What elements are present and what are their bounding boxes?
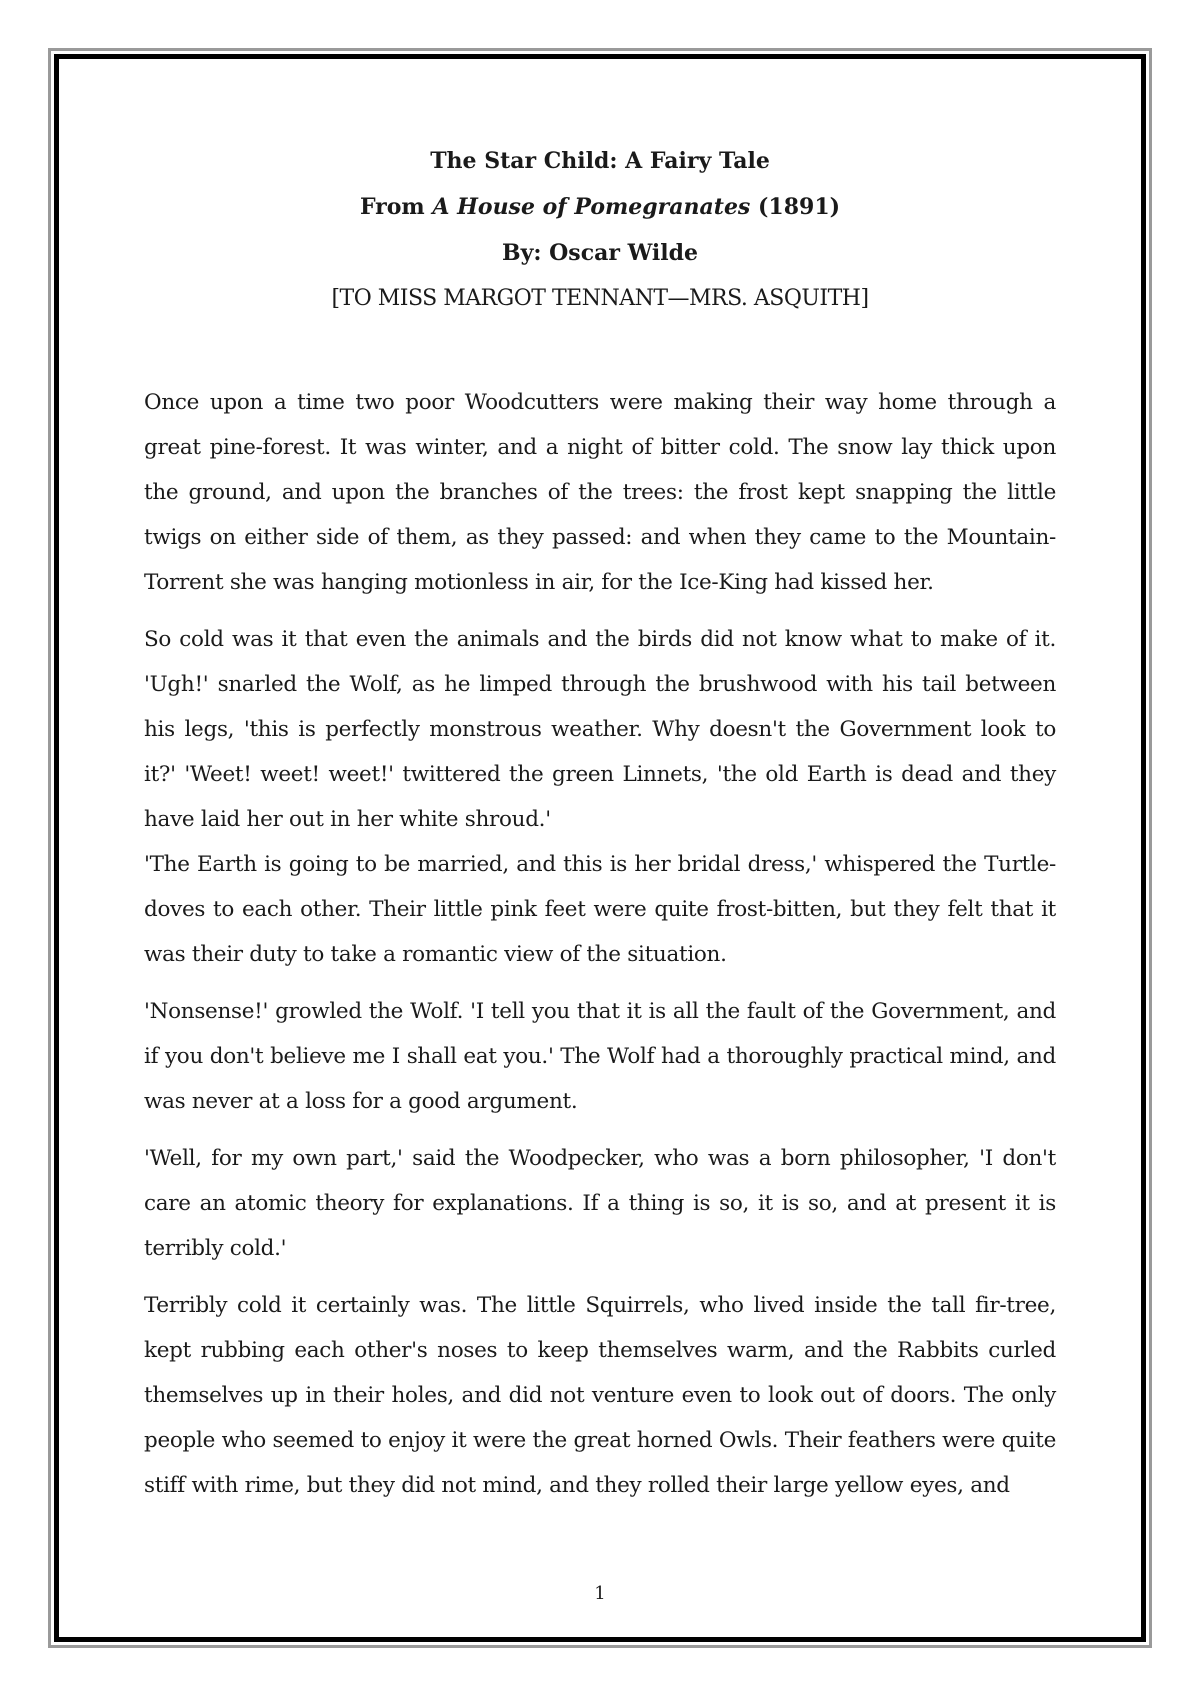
page-number: 1 bbox=[594, 1583, 606, 1604]
dedication-line: [TO MISS MARGOT TENNANT—MRS. ASQUITH] bbox=[331, 286, 869, 311]
paragraph-6: Terribly cold it certainly was. The little Squirrels, who lived inside the tall fir-tree, kept rubbing each other's noses to keep themselves warm, and the Rabbits curled themselves up in their holes, and did not venture even to look out of doors. The only people who seemed to enjoy it were the great horned Owls. Their feathers were quite stiff with rime, but they did not mind, and they rolled their large yellow eyes, and bbox=[144, 1293, 1056, 1498]
page-content bbox=[144, 138, 1056, 1520]
story-title: The Star Child: A Fairy Tale bbox=[430, 148, 770, 174]
source-book-title: A House of Pomegranates bbox=[432, 194, 751, 220]
title-block bbox=[144, 138, 1056, 322]
story-body bbox=[144, 380, 1056, 1508]
source-prefix: From bbox=[359, 194, 433, 220]
paragraph-3: 'The Earth is going to be married, and this is her bridal dress,' whispered the Turtle-doves to each other. Their little pink feet were quite frost-bitten, but they felt that it was their duty to take a romantic view of the situation. bbox=[144, 852, 1056, 967]
paragraph-1: Once upon a time two poor Woodcutters were making their way home through a great pine-forest. It was winter, and a night of bitter cold. The snow lay thick upon the ground, and upon the branches of the trees: the frost kept snapping the little twigs on either side of them, as they passed: and when they came to the Mountain- Torrent she was hanging motionless in air, for the Ice-King had kissed her. bbox=[144, 390, 1056, 595]
paragraph-2: So cold was it that even the animals and the birds did not know what to make of it. 'Ugh!' snarled the Wolf, as he limped through the brushwood with his tail between his legs, 'this is perfectly monstrous weather. Why doesn't the Government look to it?' 'Weet! weet! weet!' twittered the green Linnets, 'the old Earth is dead and they have laid her out in her white shroud.' bbox=[144, 627, 1056, 832]
paragraph-4: 'Nonsense!' growled the Wolf. 'I tell you that it is all the fault of the Government, and if you don't believe me I shall eat you.' The Wolf had a thoroughly practical mind, and was never at a loss for a good argument. bbox=[144, 999, 1056, 1114]
paragraph-5: 'Well, for my own part,' said the Woodpecker, who was a born philosopher, 'I don't care an atomic theory for explanations. If a thing is so, it is so, and at present it is terribly cold.' bbox=[144, 1146, 1056, 1261]
source-year: (1891) bbox=[750, 194, 841, 220]
author-line: By: Oscar Wilde bbox=[501, 240, 699, 266]
source-line bbox=[144, 184, 1056, 230]
